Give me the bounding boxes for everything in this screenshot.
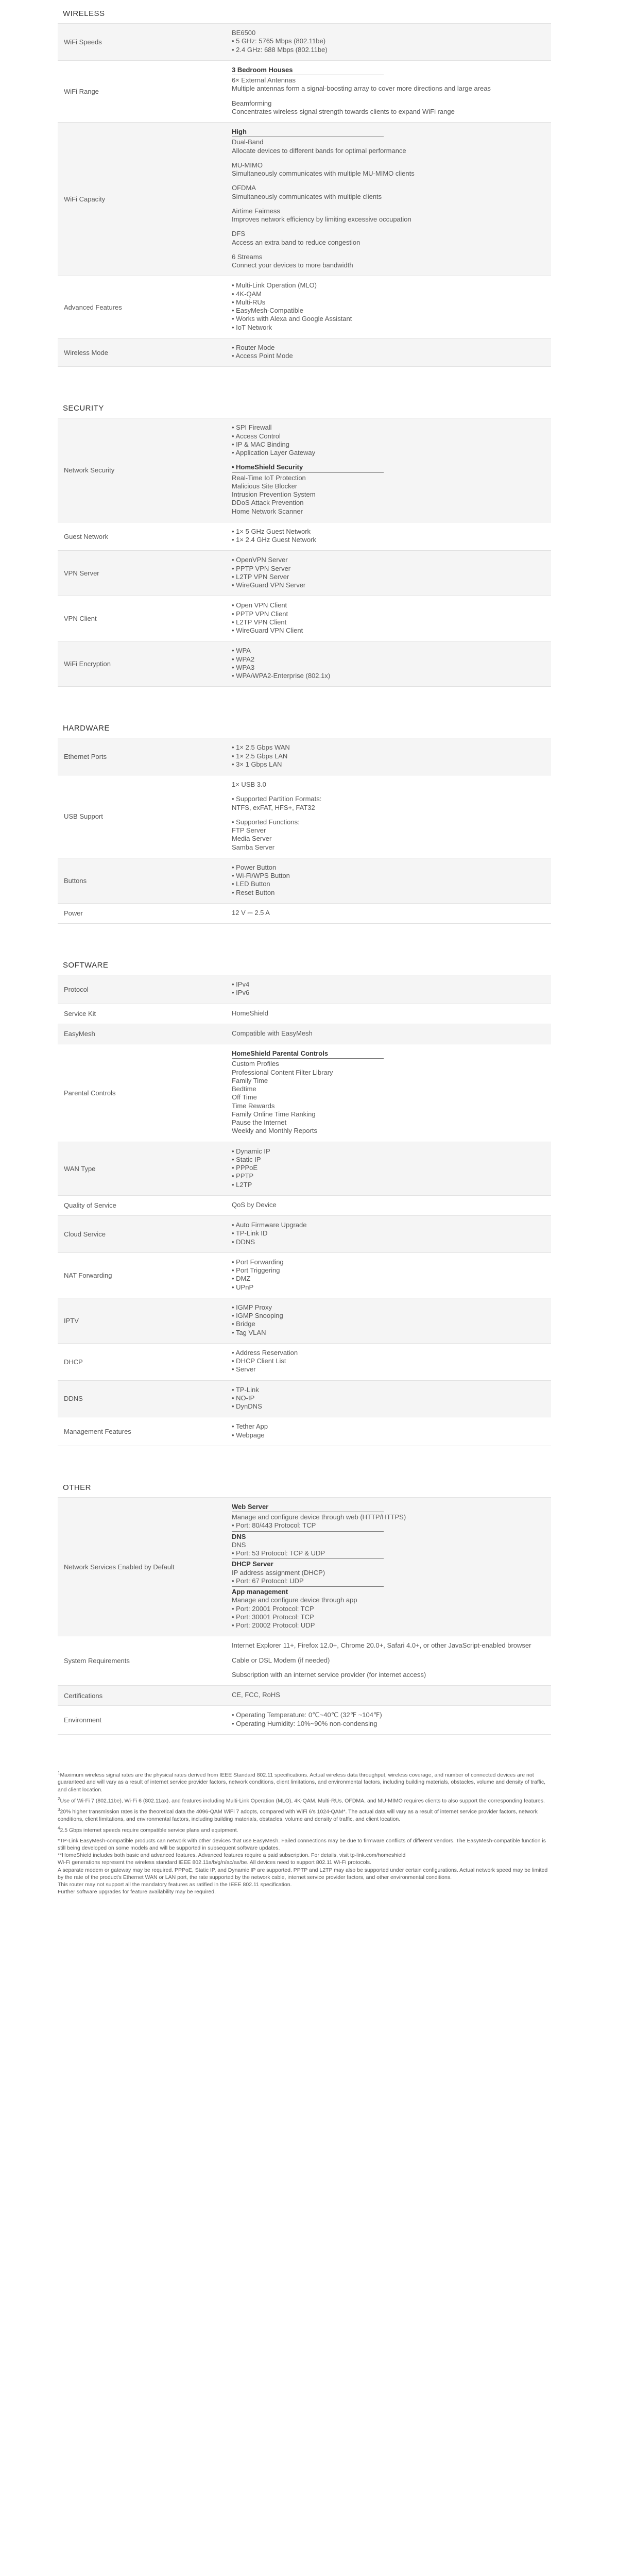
value-text: Media Server — [232, 835, 272, 843]
value-text: 6× External Antennas — [232, 76, 296, 84]
value-heading: • HomeShield Security — [232, 463, 384, 472]
footnote — [58, 1771, 551, 1793]
value-divider — [232, 1586, 384, 1587]
value-text: Multiple antennas form a signal-boosting array to cover more directions and large areas — [232, 84, 491, 93]
section-gap — [58, 924, 551, 952]
value-bullet-item: • Port Triggering — [232, 1266, 539, 1275]
value-bullet-item: • Operating Temperature: 0℃~40℃ (32℉ ~104℉) — [232, 1711, 539, 1719]
spec-value — [232, 1344, 551, 1380]
value-text: Dual-Band — [232, 138, 264, 146]
spec-value — [232, 1142, 551, 1195]
spec-value — [232, 1636, 551, 1685]
value-bullet-item: • Port: 67 Protocol: UDP — [232, 1577, 539, 1585]
section-gap — [58, 687, 551, 715]
spec-row-network-security — [58, 418, 551, 522]
footnote-text: Maximum wireless signal rates are the physical rates derived from IEEE Standard 802.11 specifications. Actual wireless data throughput, wireless coverage, and number of connected devices are not guaranteed and will vary as a result of internet service provider factors, network conditions, client limitations, and environmental factors, including building materials, obstacles, volume and density of traffic, and client location. — [58, 1772, 546, 1793]
value-text: Concentrates wireless signal strength towards clients to expand WiFi range — [232, 107, 455, 115]
footnote-text: This router may not support all the mandatory features as ratified in the IEEE 802.11 specification. — [58, 1881, 292, 1888]
value-text: Malicious Site Blocker — [232, 482, 298, 490]
value-bullet-item: • PPTP VPN Client — [232, 610, 539, 618]
footnote-text: Use of Wi-Fi 7 (802.11be), Wi-Fi 6 (802.11ax), and features including Multi-Link Operation (MLO), 4K-QAM, Multi-RUs, OFDMA, and MU-MIMO requires clients to also support the corresponding features. — [60, 1798, 545, 1804]
spec-row-easymesh — [58, 1024, 551, 1044]
spec-label: Quality of Service — [64, 1201, 116, 1210]
value-bullet-item: • Router Mode — [232, 344, 539, 352]
spec-value — [232, 1196, 551, 1215]
specifications-table — [58, 0, 551, 1916]
spec-row-vpn-server — [58, 550, 551, 596]
value-bullet-item: • 1× 2.5 Gbps LAN — [232, 752, 539, 760]
spec-row-guest-network — [58, 522, 551, 551]
value-bullet-item: • Power Button — [232, 863, 539, 872]
value-bullet-item: • PPTP VPN Server — [232, 565, 539, 573]
value-text: Simultaneously communicates with multiple clients — [232, 192, 382, 200]
section-title-software: SOFTWARE — [63, 961, 109, 970]
section-title-security: SECURITY — [63, 404, 104, 413]
spec-value — [232, 1004, 551, 1024]
value-bullet-item: • Bridge — [232, 1320, 539, 1328]
value-text: CE, FCC, RoHS — [232, 1691, 280, 1699]
value-text: Improves network efficiency by limiting excessive occupation — [232, 215, 411, 223]
value-bullet-item: • PPPoE — [232, 1164, 539, 1172]
value-bullet-item: • TP-Link — [232, 1386, 539, 1394]
spec-value — [232, 775, 551, 858]
value-bullet-item: • Port: 53 Protocol: TCP & UDP — [232, 1549, 539, 1557]
section-gap — [58, 367, 551, 395]
footnote-text: *TP-Link EasyMesh-compatible products can network with other devices that use EasyMesh. Failed connections may be due to firmware conflicts of different vendors. The EasyMesh-compatible function is still being developed on some models and will be supported in subsequent software updates. — [58, 1837, 546, 1852]
spec-value — [232, 338, 551, 367]
spec-row-ddns — [58, 1380, 551, 1417]
spec-row-usb-support — [58, 775, 551, 858]
spec-row-management-features — [58, 1417, 551, 1446]
spec-value — [232, 1417, 551, 1446]
spec-row-wifi-encryption — [58, 641, 551, 687]
value-heading: HomeShield Parental Controls — [232, 1049, 384, 1059]
value-text: App management — [232, 1588, 288, 1596]
value-text: Intrusion Prevention System — [232, 490, 316, 498]
spec-label: Ethernet Ports — [64, 753, 107, 761]
spec-label: VPN Client — [64, 615, 97, 623]
spec-value — [232, 551, 551, 596]
value-text: Manage and configure device through web (HTTP/HTTPS) — [232, 1513, 406, 1521]
footnote-marker: 4 — [58, 1826, 60, 1831]
spec-label: Buttons — [64, 876, 87, 885]
spec-row-wireless-mode — [58, 338, 551, 367]
value-text: DNS — [232, 1532, 246, 1540]
value-bullet-item: • Port: 20002 Protocol: UDP — [232, 1621, 539, 1630]
footnotes — [58, 1771, 551, 1917]
footnote — [58, 1881, 551, 1888]
spec-value — [232, 1706, 551, 1734]
spec-label: System Requirements — [64, 1657, 130, 1665]
line-spacer — [232, 201, 539, 207]
value-text: Internet Explorer 11+, Firefox 12.0+, Chrome 20.0+, Safari 4.0+, or other JavaScript-enabled browser — [232, 1641, 531, 1650]
spec-label: EasyMesh — [64, 1030, 95, 1038]
value-bullet-item: • Server — [232, 1365, 539, 1374]
spec-label: Wireless Mode — [64, 348, 108, 357]
value-bullet-item: • OpenVPN Server — [232, 556, 539, 564]
value-text: Real-Time IoT Protection — [232, 473, 306, 482]
value-text: 1× USB 3.0 — [232, 781, 266, 788]
footnote — [58, 1859, 551, 1866]
value-text: Beamforming — [232, 99, 272, 107]
value-text: Airtime Fairness — [232, 207, 280, 215]
value-bullet-item: • WireGuard VPN Server — [232, 581, 539, 589]
section-title-hardware: HARDWARE — [63, 724, 110, 733]
value-bullet-item: • IoT Network — [232, 324, 539, 332]
value-bullet-item: • Supported Partition Formats: — [232, 795, 539, 803]
spec-row-power — [58, 903, 551, 924]
footnote — [58, 1867, 551, 1881]
spec-label: WiFi Speeds — [64, 38, 102, 46]
spec-value — [232, 738, 551, 775]
spec-value — [232, 596, 551, 641]
value-bullet-item: • WPA2 — [232, 655, 539, 664]
spec-value — [232, 61, 551, 122]
spec-value — [232, 522, 551, 551]
value-text: BE6500 — [232, 29, 256, 37]
spec-label: WiFi Capacity — [64, 195, 106, 204]
spec-label: Management Features — [64, 1428, 131, 1435]
value-bullet-item: • Multi-RUs — [232, 298, 539, 307]
spec-value — [232, 24, 551, 60]
spec-value — [232, 123, 551, 276]
value-text: Family Time — [232, 1076, 268, 1084]
spec-row-cloud-service — [58, 1215, 551, 1252]
value-bullet-item: • DHCP Client List — [232, 1357, 539, 1365]
line-spacer — [232, 224, 539, 230]
value-bullet-item: • Access Point Mode — [232, 352, 539, 360]
spec-label: Guest Network — [64, 532, 108, 540]
value-bullet-item: • Dynamic IP — [232, 1147, 539, 1156]
value-bullet-item: • WPA/WPA2-Enterprise (802.1x) — [232, 672, 539, 680]
spec-label: Network Security — [64, 466, 115, 474]
footnote — [58, 1837, 551, 1852]
value-bullet-item: • Supported Functions: — [232, 818, 539, 826]
value-heading: 3 Bedroom Houses — [232, 66, 384, 75]
value-bullet-item: • Auto Firmware Upgrade — [232, 1221, 539, 1229]
value-text: 12 V ⎓ 2.5 A — [232, 908, 270, 917]
line-spacer — [232, 1665, 539, 1671]
value-bullet-item: • Port: 30001 Protocol: TCP — [232, 1613, 539, 1621]
value-bullet-item: • DMZ — [232, 1275, 539, 1283]
spec-label: IPTV — [64, 1316, 79, 1325]
value-bullet-item: • DynDNS — [232, 1402, 539, 1411]
value-text: Simultaneously communicates with multiple MU-MIMO clients — [232, 170, 415, 177]
spec-label: Protocol — [64, 985, 89, 993]
spec-value — [232, 276, 551, 338]
spec-label: Environment — [64, 1716, 101, 1724]
spec-row-service-kit — [58, 1004, 551, 1024]
value-bullet-item: • PPTP — [232, 1172, 539, 1180]
spec-value — [232, 1498, 551, 1636]
value-bullet-item: • IGMP Snooping — [232, 1312, 539, 1320]
spec-label: VPN Server — [64, 569, 99, 578]
section-gap — [58, 1446, 551, 1474]
value-bullet-item: • WPA — [232, 647, 539, 655]
value-bullet-item: • NO-IP — [232, 1394, 539, 1402]
spec-row-iptv — [58, 1298, 551, 1343]
value-bullet-item: • 2.4 GHz: 688 Mbps (802.11be) — [232, 46, 539, 54]
value-bullet-item: • Port: 80/443 Protocol: TCP — [232, 1521, 539, 1530]
section-title-other: OTHER — [63, 1483, 91, 1492]
footnote-text: 2.5 Gbps internet speeds require compatible service plans and equipment. — [60, 1827, 238, 1834]
value-text: MU-MIMO — [232, 161, 263, 169]
spec-value — [232, 1024, 551, 1044]
spec-value — [232, 1686, 551, 1705]
value-bullet-item: • Works with Alexa and Google Assistant — [232, 315, 539, 323]
value-text: Family Online Time Ranking — [232, 1110, 316, 1118]
spec-value — [232, 1044, 551, 1142]
spec-label: WAN Type — [64, 1164, 96, 1173]
footnote-text: A separate modem or gateway may be required. PPPoE, Static IP, and Dynamic IP are supported. PPTP and L2TP may also be supported under certain configurations. Actual network speed may be limited by the rate of the product's Ethernet WAN or LAN port, the rate supported by the network cable, internet service provider factors, and other environmental conditions. — [58, 1867, 548, 1880]
value-text: Subscription with an internet service provider (for internet access) — [232, 1670, 426, 1679]
spec-label: WiFi Range — [64, 87, 99, 95]
spec-label: Parental Controls — [64, 1089, 116, 1097]
value-bullet-item: • Tether App — [232, 1422, 539, 1431]
value-text: Professional Content Filter Library — [232, 1068, 333, 1076]
value-heading: Web Server — [232, 1503, 384, 1512]
spec-label: DHCP — [64, 1358, 83, 1366]
spec-row-nat-forwarding — [58, 1252, 551, 1298]
value-text: Access an extra band to reduce congestion — [232, 238, 360, 246]
value-bullet-item: • IP & MAC Binding — [232, 440, 539, 449]
line-spacer — [232, 789, 539, 795]
value-bullet-item: • Open VPN Client — [232, 601, 539, 609]
value-bullet-item: • LED Button — [232, 880, 539, 888]
line-spacer — [232, 1650, 539, 1656]
value-bullet-item: • 1× 2.4 GHz Guest Network — [232, 536, 539, 544]
spec-row-vpn-client — [58, 596, 551, 641]
value-text: Bedtime — [232, 1085, 256, 1093]
footnote — [58, 1888, 551, 1895]
line-spacer — [232, 812, 539, 818]
value-text: Samba Server — [232, 843, 275, 851]
footnote-marker: 1 — [58, 1770, 60, 1775]
section-title-wireless: WIRELESS — [63, 9, 105, 18]
value-text: IP address assignment (DHCP) — [232, 1568, 325, 1577]
value-bullet-item: • IGMP Proxy — [232, 1303, 539, 1312]
spec-row-certifications — [58, 1685, 551, 1705]
footnote-marker: 2 — [58, 1796, 60, 1801]
value-bullet-item: • Port Forwarding — [232, 1258, 539, 1266]
value-bullet-item: • UPnP — [232, 1283, 539, 1292]
spec-label: Network Services Enabled by Default — [64, 1563, 175, 1571]
value-text: Home Network Scanner — [232, 507, 303, 515]
value-text: NTFS, exFAT, HFS+, FAT32 — [232, 803, 315, 811]
spec-label: DDNS — [64, 1395, 83, 1403]
value-text: DHCP Server — [232, 1560, 273, 1568]
value-text: Weekly and Monthly Reports — [232, 1127, 317, 1135]
spec-row-parental-controls — [58, 1044, 551, 1142]
value-bullet-item: • 5 GHz: 5765 Mbps (802.11be) — [232, 37, 539, 45]
value-bullet-item: • Application Layer Gateway — [232, 449, 539, 457]
value-bullet-item: • Reset Button — [232, 889, 539, 897]
value-bullet-item: • Address Reservation — [232, 1349, 539, 1357]
spec-row-ethernet-ports — [58, 738, 551, 775]
spec-row-quality-of-service — [58, 1195, 551, 1215]
spec-label: NAT Forwarding — [64, 1271, 112, 1279]
spec-label: Power — [64, 909, 83, 918]
footnote-text: Further software upgrades for feature availability may be required. — [58, 1889, 216, 1895]
value-bullet-item: • Wi-Fi/WPS Button — [232, 872, 539, 880]
line-spacer — [232, 93, 539, 99]
value-text: DDoS Attack Prevention — [232, 499, 304, 507]
value-heading: High — [232, 128, 384, 137]
spec-label: Advanced Features — [64, 303, 122, 311]
value-bullet-item: • TP-Link ID — [232, 1229, 539, 1238]
value-bullet-item: • DDNS — [232, 1238, 539, 1246]
spec-row-wan-type — [58, 1142, 551, 1195]
value-bullet-item: • Port: 20001 Protocol: TCP — [232, 1605, 539, 1613]
value-text: FTP Server — [232, 826, 266, 834]
spec-row-protocol — [58, 975, 551, 1004]
value-text: Time Rewards — [232, 1101, 275, 1110]
value-text: Compatible with EasyMesh — [232, 1029, 313, 1037]
value-bullet-item: • 4K-QAM — [232, 290, 539, 298]
spec-label: Service Kit — [64, 1010, 96, 1018]
spec-value — [232, 641, 551, 686]
value-bullet-item: • L2TP VPN Client — [232, 618, 539, 626]
spec-row-system-requirements — [58, 1636, 551, 1685]
footnote — [58, 1826, 551, 1834]
value-text: Manage and configure device through app — [232, 1596, 357, 1604]
value-text: OFDMA — [232, 184, 256, 192]
spec-value — [232, 858, 551, 903]
spec-row-wifi-capacity — [58, 122, 551, 276]
line-spacer — [232, 247, 539, 253]
value-bullet-item: • Multi-Link Operation (MLO) — [232, 281, 539, 290]
spec-row-wifi-range — [58, 60, 551, 122]
footnote-text: Wi-Fi generations represent the wireless standard IEEE 802.11a/b/g/n/ac/ax/be. All devices need to support 802.11 Wi-Fi protocols. — [58, 1859, 371, 1866]
value-bullet-item: • SPI Firewall — [232, 423, 539, 432]
value-divider — [232, 1558, 384, 1559]
spec-value — [232, 904, 551, 923]
value-text: Allocate devices to different bands for optimal performance — [232, 146, 406, 155]
value-bullet-item: • L2TP VPN Server — [232, 573, 539, 581]
value-bullet-item: • 1× 2.5 Gbps WAN — [232, 743, 539, 752]
line-spacer — [232, 155, 539, 161]
footnote — [58, 1807, 551, 1823]
value-bullet-item: • 1× 5 GHz Guest Network — [232, 528, 539, 536]
value-text: HomeShield — [232, 1009, 268, 1017]
value-bullet-item: • WPA3 — [232, 664, 539, 672]
footnote — [58, 1852, 551, 1859]
value-divider — [232, 1531, 384, 1532]
spec-label: USB Support — [64, 812, 103, 821]
spec-row-advanced-features — [58, 276, 551, 338]
value-text: Cable or DSL Modem (if needed) — [232, 1656, 330, 1664]
line-spacer — [232, 457, 539, 463]
footnote-text: **HomeShield includes both basic and advanced features. Advanced features require a paid subscription. For details, visit tp-link.com/homeshield — [58, 1852, 406, 1859]
value-bullet-item: • EasyMesh-Compatible — [232, 307, 539, 315]
value-bullet-item: • Operating Humidity: 10%~90% non-condensing — [232, 1720, 539, 1728]
spec-row-dhcp — [58, 1343, 551, 1380]
value-bullet-item: • IPv4 — [232, 980, 539, 989]
value-text: 6 Streams — [232, 252, 263, 261]
value-bullet-item: • IPv6 — [232, 989, 539, 997]
value-text: QoS by Device — [232, 1200, 277, 1209]
value-bullet-item: • WireGuard VPN Client — [232, 626, 539, 635]
spec-value — [232, 1253, 551, 1298]
value-bullet-item: • Access Control — [232, 432, 539, 440]
spec-label: WiFi Encryption — [64, 660, 111, 668]
spec-value — [232, 975, 551, 1004]
spec-value — [232, 1298, 551, 1343]
value-bullet-item: • Webpage — [232, 1431, 539, 1439]
value-text: Pause the Internet — [232, 1118, 287, 1126]
value-bullet-item: • Tag VLAN — [232, 1329, 539, 1337]
spec-label: Cloud Service — [64, 1230, 106, 1238]
value-text: DFS — [232, 230, 245, 238]
spec-row-network-services-enabled-by-default — [58, 1497, 551, 1636]
value-bullet-item: • 3× 1 Gbps LAN — [232, 760, 539, 769]
footnote — [58, 1797, 551, 1805]
value-text: Off Time — [232, 1093, 257, 1101]
spec-row-buttons — [58, 858, 551, 903]
line-spacer — [232, 178, 539, 184]
spec-value — [232, 418, 551, 522]
value-text: DNS — [232, 1540, 246, 1549]
spec-row-wifi-speeds — [58, 23, 551, 60]
spec-value — [232, 1381, 551, 1417]
value-text: Connect your devices to more bandwidth — [232, 261, 353, 269]
footnote-marker: 3 — [58, 1807, 60, 1812]
spec-label: Certifications — [64, 1691, 103, 1700]
spec-row-environment — [58, 1705, 551, 1735]
value-text: Custom Profiles — [232, 1060, 279, 1068]
value-bullet-item: • L2TP — [232, 1181, 539, 1189]
footnote-text: 20% higher transmission rates is the theoretical data the 4096-QAM WiFi 7 adopts, compared with WiFi 6's 1024-QAM*. The actual data will vary as a result of internet service provider factors, network conditions, client limitations, and environmental factors, including building materials, obstacles, volume and density of traffic, and client location. — [58, 1808, 538, 1823]
value-bullet-item: • Static IP — [232, 1156, 539, 1164]
spec-value — [232, 1216, 551, 1252]
